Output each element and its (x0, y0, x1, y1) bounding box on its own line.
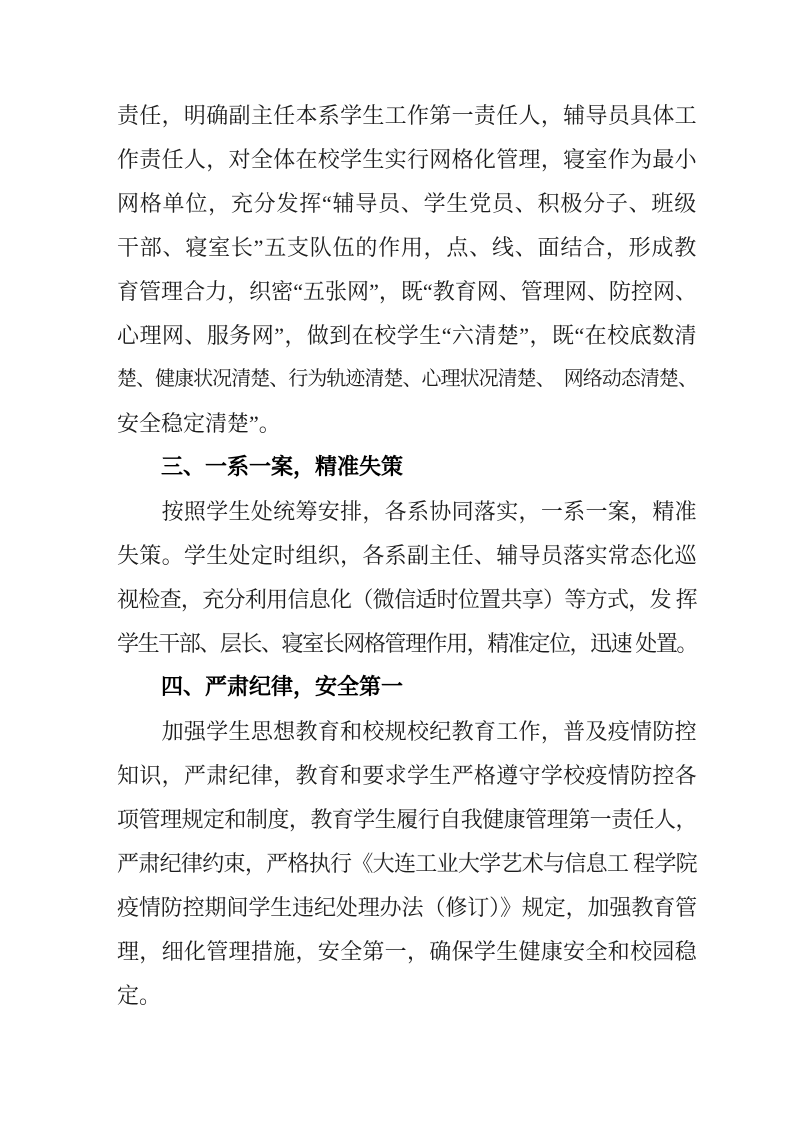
doc-line-text: 干部、寝室长”五支队伍的作用，点、线、面结合，形成教 (117, 235, 697, 260)
doc-line (117, 500, 697, 524)
doc-line-text: 安全稳定清楚”。 (117, 411, 281, 436)
doc-line-text: 知识，严肃纪律，教育和要求学生严格遵守学校疫情防控各 (117, 763, 697, 788)
doc-line-text: 学生干部、层长、寝室长网格管理作用，精准定位，迅速 处置。 (117, 631, 697, 656)
doc-line-text: 疫情防控期间学生违纪处理办法（修订）》规定，加强教育管 (117, 895, 697, 920)
doc-line-text: 理，细化管理措施，安全第一，确保学生健康安全和校园稳 (117, 939, 697, 964)
doc-line (117, 369, 697, 390)
doc-line-text: 心理网、服务网”，做到在校学生“六清楚”，既“在校底数清 (117, 323, 697, 348)
doc-line-text: 楚、健康状况清楚、行为轨迹清楚、心理状况清楚、 网络动态清楚、 (117, 368, 697, 390)
doc-line (117, 280, 697, 304)
doc-line (117, 192, 697, 216)
doc-line-text: 项管理规定和制度，教育学生履行自我健康管理第一责任人， (117, 807, 697, 832)
doc-line-text: 作责任人，对全体在校学生实行网格化管理，寝室作为最小 (117, 147, 697, 172)
doc-line (117, 808, 697, 832)
doc-line (117, 104, 697, 128)
section-heading-text: 四、严肃纪律，安全第一 (117, 674, 404, 699)
doc-line-text: 按照学生处统筹安排，各系协同落实，一系一案，精准 (117, 499, 697, 524)
doc-line (117, 940, 697, 964)
doc-line-text: 视检查，充分利用信息化（微信适时位置共享）等方式，发 挥 (117, 587, 697, 612)
doc-line (117, 148, 697, 172)
doc-line (117, 852, 697, 876)
doc-line (117, 984, 697, 1008)
doc-line (117, 236, 697, 260)
doc-line (117, 896, 697, 920)
doc-line-text: 责任，明确副主任本系学生工作第一责任人，辅导员具体工 (117, 103, 697, 128)
doc-line (117, 764, 697, 788)
doc-line (117, 720, 697, 744)
doc-line (117, 324, 697, 348)
doc-line (117, 632, 697, 656)
doc-line-text: 定。 (117, 983, 162, 1008)
doc-line (117, 412, 697, 436)
doc-line-text: 严肃纪律约束，严格执行《大连工业大学艺术与信息工 程学院 (117, 851, 697, 876)
section-heading (117, 455, 697, 479)
doc-line (117, 588, 697, 612)
section-heading-text: 三、一系一案，精准失策 (117, 454, 404, 479)
doc-line-text: 网格单位，充分发挥“辅导员、学生党员、积极分子、班级 (117, 191, 697, 216)
doc-line (117, 544, 697, 568)
doc-line-text: 加强学生思想教育和校规校纪教育工作，普及疫情防控 (117, 719, 697, 744)
doc-line-text: 失策。学生处定时组织，各系副主任、辅导员落实常态化巡 (117, 543, 697, 568)
section-heading (117, 675, 697, 699)
doc-line-text: 育管理合力，织密“五张网”，既“教育网、管理网、防控网、 (117, 279, 697, 304)
